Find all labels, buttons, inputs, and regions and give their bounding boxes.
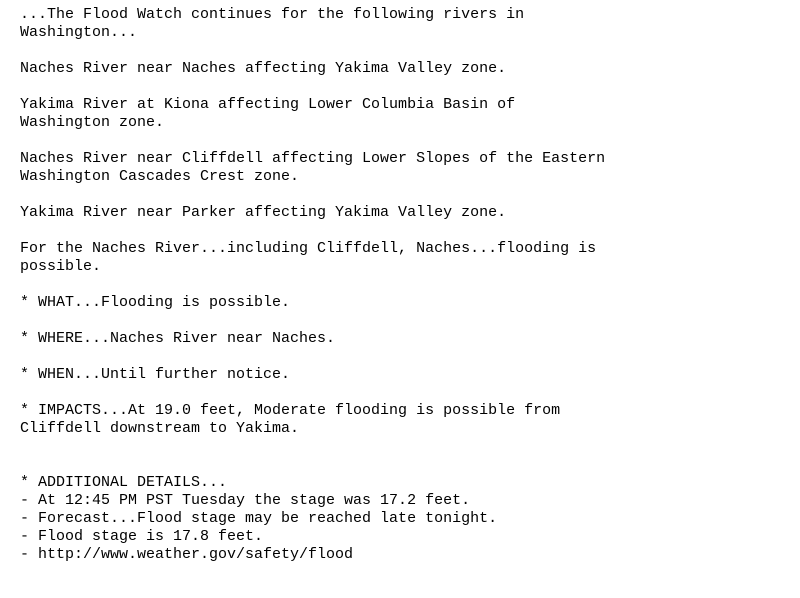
summary-line: For the Naches River...including Cliffdell, Naches...flooding is <box>20 240 597 257</box>
river-zone-line: Yakima River near Parker affecting Yakima Valley zone. <box>20 204 507 221</box>
flood-watch-bulletin <box>20 6 605 564</box>
river-zone-line: Yakima River at Kiona affecting Lower Columbia Basin of <box>20 96 516 113</box>
blank-line <box>20 348 605 366</box>
blank-line <box>20 78 605 96</box>
safety-url-line: - http://www.weather.gov/safety/flood <box>20 546 354 563</box>
blank-line <box>20 312 605 330</box>
blank-line <box>20 276 605 294</box>
bulletin-headline: Washington... <box>20 24 138 41</box>
additional-details-heading: * ADDITIONAL DETAILS... <box>20 474 228 491</box>
bulletin-headline: ...The Flood Watch continues for the following rivers in <box>20 6 525 23</box>
blank-line <box>20 384 605 402</box>
river-zone-line: Washington Cascades Crest zone. <box>20 168 300 185</box>
summary-line: possible. <box>20 258 102 275</box>
where-line: * WHERE...Naches River near Naches. <box>20 330 336 347</box>
detail-line: - Forecast...Flood stage may be reached late tonight. <box>20 510 498 527</box>
blank-line <box>20 438 605 456</box>
blank-line <box>20 186 605 204</box>
detail-line: - Flood stage is 17.8 feet. <box>20 528 264 545</box>
river-zone-line: Washington zone. <box>20 114 165 131</box>
blank-line <box>20 132 605 150</box>
river-zone-line: Naches River near Cliffdell affecting Lower Slopes of the Eastern <box>20 150 606 167</box>
blank-line <box>20 456 605 474</box>
blank-line <box>20 42 605 60</box>
impacts-line: Cliffdell downstream to Yakima. <box>20 420 300 437</box>
impacts-line: * IMPACTS...At 19.0 feet, Moderate flooding is possible from <box>20 402 561 419</box>
when-line: * WHEN...Until further notice. <box>20 366 291 383</box>
what-line: * WHAT...Flooding is possible. <box>20 294 291 311</box>
detail-line: - At 12:45 PM PST Tuesday the stage was 17.2 feet. <box>20 492 471 509</box>
river-zone-line: Naches River near Naches affecting Yakima Valley zone. <box>20 60 507 77</box>
blank-line <box>20 222 605 240</box>
